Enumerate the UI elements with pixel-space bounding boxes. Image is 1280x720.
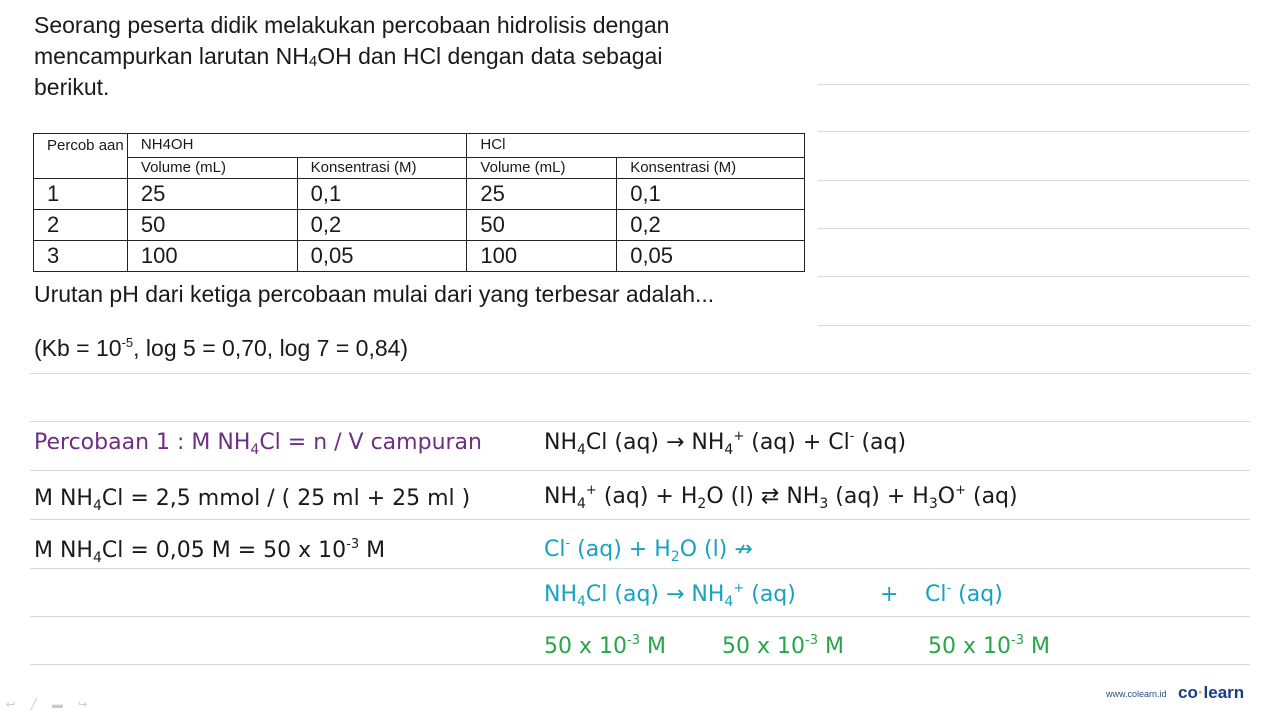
ruled-line bbox=[818, 228, 1250, 229]
solution-line-2: M $NH_4Cl = 2,5$ mmol / ( 25 ml + 25 ml ) bbox=[34, 486, 471, 514]
header-percobaan: Percob aan bbox=[34, 134, 128, 179]
ruled-line bbox=[30, 616, 1250, 617]
header-volume: Volume (mL) bbox=[127, 158, 297, 179]
ruled-line bbox=[30, 421, 1250, 422]
ruled-line bbox=[818, 84, 1250, 85]
cell-volume: 100 bbox=[127, 241, 297, 272]
cell-volume: 25 bbox=[467, 179, 617, 210]
header-volume: Volume (mL) bbox=[467, 158, 617, 179]
reaction-cl-ion: Cl- (aq) bbox=[925, 581, 1003, 607]
percobaan-label: Percobaan 1 : bbox=[34, 430, 185, 455]
ruled-line bbox=[30, 519, 1250, 520]
question-line-3: berikut. bbox=[34, 74, 110, 100]
ruled-line bbox=[818, 325, 1250, 326]
brand-url: www.colearn.id bbox=[1106, 689, 1167, 699]
solution-line-1: Percobaan 1 : M $NH_4Cl = n / V$ campuran bbox=[34, 430, 482, 458]
question-text bbox=[34, 10, 794, 103]
cell-volume: 50 bbox=[127, 210, 297, 241]
conc-nh4cl: 50 x $10^{-3}$ M bbox=[544, 633, 666, 659]
cell-konsentrasi: 0,05 bbox=[617, 241, 805, 272]
reaction-cl-no-hydrolysis: Cl- $(aq) + H_2O$ (l) ↛ bbox=[544, 536, 753, 565]
ruled-line bbox=[818, 276, 1250, 277]
ruled-line bbox=[30, 373, 1250, 374]
toolbar-icons[interactable]: ↩ ╱ ▬ ↪ bbox=[6, 699, 94, 711]
ruled-line bbox=[30, 470, 1250, 471]
header-konsentrasi: Konsentrasi (M) bbox=[297, 158, 467, 179]
cell-no: 2 bbox=[34, 210, 128, 241]
header-konsentrasi: Konsentrasi (M) bbox=[617, 158, 805, 179]
cell-konsentrasi: 0,2 bbox=[617, 210, 805, 241]
cell-konsentrasi: 0,1 bbox=[617, 179, 805, 210]
question-line-1: Seorang peserta didik melakukan percobaan hidrolisis dengan bbox=[34, 12, 670, 38]
ruled-line bbox=[30, 664, 1250, 665]
conc-cl: 50 x $10^{-3}$ M bbox=[928, 633, 1050, 659]
given-constants: ($Kb = 10^{-5}$, log 5 = 0,70, log 7 = 0,84) bbox=[34, 335, 409, 361]
cell-no: 3 bbox=[34, 241, 128, 272]
reaction-plus-sign: + bbox=[880, 582, 899, 607]
table-header-row bbox=[34, 134, 805, 158]
reaction-nh4cl-concentration: $NH_4Cl$ $(aq) \to NH_4^+$ (aq) bbox=[544, 581, 796, 610]
header-hcl: HCl bbox=[467, 134, 805, 158]
cell-konsentrasi: 0,05 bbox=[297, 241, 467, 272]
table-subheader-row bbox=[34, 158, 805, 179]
table-row bbox=[34, 241, 805, 272]
question-line-2: mencampurkan larutan $NH_4OH$ dan HCl dengan data sebagai bbox=[34, 43, 663, 70]
conc-nh4: 50 x $10^{-3}$ M bbox=[722, 633, 844, 659]
colearn-logo: co·learn bbox=[1178, 683, 1245, 702]
ruled-line bbox=[30, 568, 1250, 569]
cell-konsentrasi: 0,2 bbox=[297, 210, 467, 241]
cell-volume: 50 bbox=[467, 210, 617, 241]
cell-volume: 100 bbox=[467, 241, 617, 272]
table-row bbox=[34, 179, 805, 210]
ruled-line bbox=[818, 131, 1250, 132]
cell-konsentrasi: 0,1 bbox=[297, 179, 467, 210]
reaction-hydrolysis-nh4: $NH_4^+$ $(aq) + H_2O$ (l) ⇄ $NH_3$ $(aq) + H_3O^+$ (aq) bbox=[544, 483, 1018, 512]
experiment-table bbox=[33, 133, 805, 272]
ruled-line bbox=[818, 180, 1250, 181]
cell-no: 1 bbox=[34, 179, 128, 210]
solution-line-3: M $NH_4Cl = 0,05$ M = 50 x $10^{-3}$ M bbox=[34, 537, 386, 566]
reaction-dissociation: $NH_4Cl$ $(aq) \to NH_4^+$ (aq) + Cl- (aq) bbox=[544, 429, 907, 458]
question-prompt: Urutan pH dari ketiga percobaan mulai dari yang terbesar adalah... bbox=[34, 281, 715, 307]
table-row bbox=[34, 210, 805, 241]
cell-volume: 25 bbox=[127, 179, 297, 210]
header-nh4oh: NH4OH bbox=[127, 134, 467, 158]
